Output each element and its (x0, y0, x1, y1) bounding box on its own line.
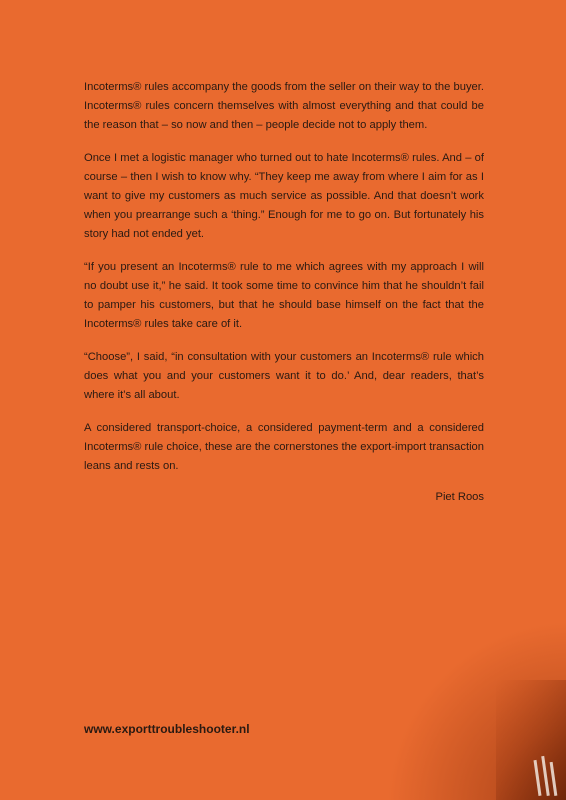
author-signature: Piet Roos (435, 491, 484, 503)
book-corner-graphic (496, 680, 566, 800)
paragraph-2: Once I met a logistic manager who turned out to hate Incoterms® rules. And – of course – then I wish to know why. “They keep me away from where I aim for as I want to give my customers as much service as possible. And that doesn’t work when you prearrange such a ‘thing.” Enough for me to go on. But fortunately his story had not ended yet. (84, 152, 484, 240)
paragraph-3: “If you present an Incoterms® rule to me which agrees with my approach I will no doubt use it,” he said. It took some time to convince him that he shouldn’t fail to pamper his customers, but that he should base himself on the fact that the Incoterms® rules take care of it. (84, 261, 484, 330)
paragraph-1: Incoterms® rules accompany the goods from the seller on their way to the buyer. Incoterms® rules concern themselves with almost everything and that could be the reason that – so now and then – people decide not to apply them. (84, 81, 484, 131)
body-text (84, 78, 484, 507)
website-url[interactable]: www.exporttroubleshooter.nl (84, 722, 250, 736)
paragraph-4: “Choose”, I said, “in consultation with your customers an Incoterms® rule which does what you and your customers want it to do.’ And, dear readers, that’s where it’s all about. (84, 351, 484, 401)
paragraph-5: A considered transport-choice, a considered payment-term and a considered Incoterms® rule choice, these are the cornerstones the export-import transaction leans and rests on. (84, 422, 484, 472)
